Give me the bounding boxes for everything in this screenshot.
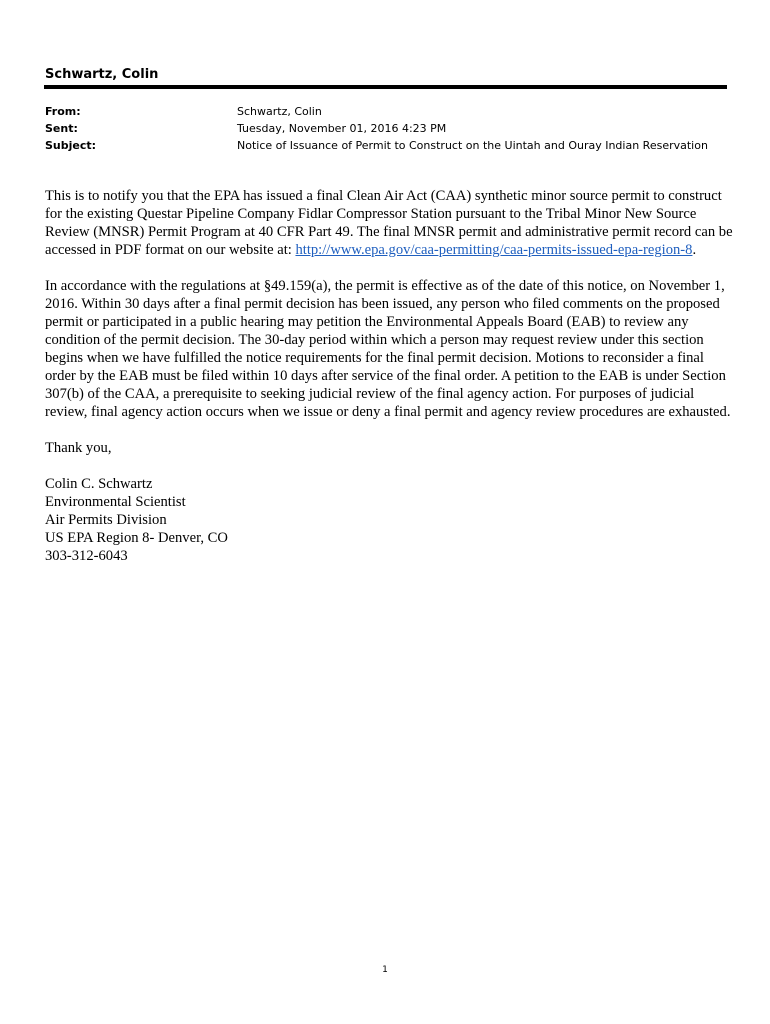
header-divider — [44, 85, 727, 89]
body-paragraph-regulations: In accordance with the regulations at §49.159(a), the permit is effective as of the date of this notice, on November 1, 2016. Within 30 days after a final permit decision has been issued, any person who filed comments on the proposed permit or participated in a public hearing may petition the Environmental Appeals Board (EAB) to review any condition of the permit decision. The 30-day period within which a person may request review under this section begins when we have fulfilled the notice requirements for the final permit decision. Motions to reconsider a final order by the EAB must be filed within 10 days after service of the final order. A petition to the EAB is under Section 307(b) of the CAA, a prerequisite to seeking judicial review of the final agency action. For purposes of judicial review, final agency action occurs when we issue or deny a final permit and agency review procedures are exhausted. — [45, 278, 731, 420]
signature-title: Environmental Scientist — [45, 494, 186, 510]
header-row-subject — [45, 137, 725, 154]
closing-line: Thank you, — [45, 440, 112, 456]
notice-end: . — [692, 242, 697, 258]
sent-label: Sent: — [45, 122, 78, 135]
sent-value: Tuesday, November 01, 2016 4:23 PM — [237, 122, 447, 135]
notice-text: This is to notify you that the EPA has issued a final Clean Air Act (CAA) synthetic minor source permit to construct for the existing Questar Pipeline Company Fidlar Compressor Station pursuant to the Tribal Minor New Source Review (MNSR) Permit Program at 40 CFR Part 49. The final MNSR permit and administrative permit record can be accessed in PDF format on our website at: — [45, 188, 733, 258]
signature-phone: 303-312-6043 — [45, 548, 128, 564]
signature-office: US EPA Region 8- Denver, CO — [45, 530, 228, 546]
header-row-from — [45, 103, 725, 120]
signature-block — [45, 475, 735, 565]
signature-division: Air Permits Division — [45, 512, 167, 528]
page-number: 1 — [382, 965, 388, 975]
permits-link[interactable]: http://www.epa.gov/caa-permitting/caa-permits-issued-epa-region-8 — [295, 242, 693, 258]
from-value: Schwartz, Colin — [237, 105, 322, 118]
subject-label: Subject: — [45, 139, 97, 152]
from-label: From: — [45, 105, 81, 118]
header-row-sent — [45, 120, 725, 137]
body-paragraph-notice — [45, 187, 735, 259]
subject-value: Notice of Issuance of Permit to Construct on the Uintah and Ouray Indian Reservation — [237, 139, 708, 152]
signature-name: Colin C. Schwartz — [45, 476, 153, 492]
email-body — [45, 187, 735, 565]
sender-name-heading: Schwartz, Colin — [45, 67, 159, 82]
email-header-fields — [45, 103, 725, 154]
